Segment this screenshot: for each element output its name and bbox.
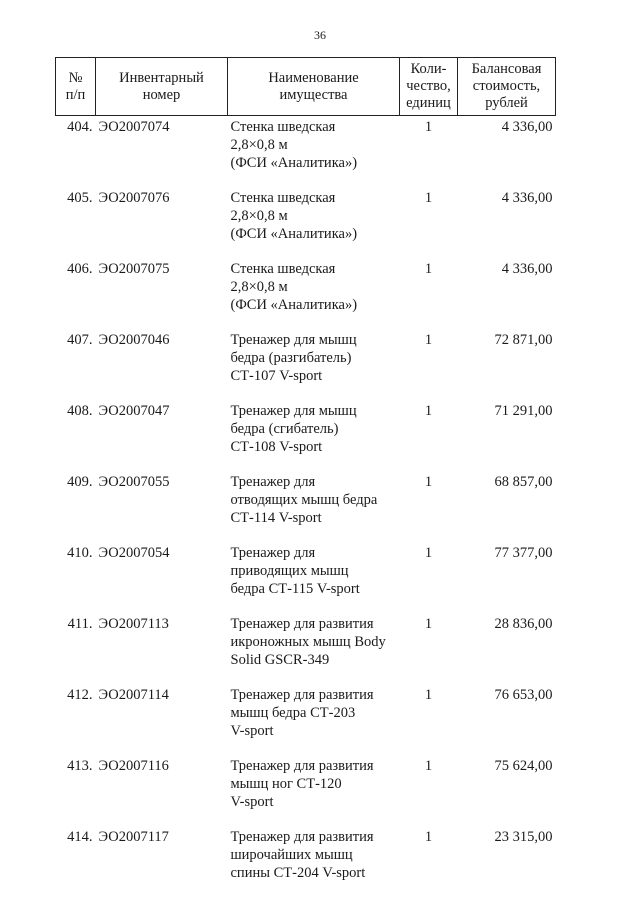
item-quantity: 1 [424,544,433,561]
row-number: 411. [67,615,93,632]
item-quantity: 1 [424,757,433,774]
item-name-line: V-sport [230,793,274,810]
item-name [228,329,400,400]
inventory-table [55,57,556,897]
item-name-line: спины СТ-204 V-sport [230,864,366,881]
table-row [56,116,556,187]
row-number: 412. [67,686,93,703]
item-name-line: Стенка шведская [230,189,336,206]
item-name-line: (ФСИ «Аналитика») [230,155,358,171]
header-quantity [400,58,458,116]
item-name-line: Тренажер для развития [230,615,374,632]
header-inventory [96,58,228,116]
item-name-line: мышц бедра СТ-203 [230,704,356,721]
inventory-number: ЭО2007076 [98,189,170,206]
inventory-number: ЭО2007055 [98,473,170,490]
table-row [56,471,556,542]
item-name-line: Тренажер для [230,544,316,561]
table-row [56,755,556,826]
table-row [56,684,556,755]
row-number: 409. [67,473,93,490]
header-row [56,58,556,116]
item-name-line: 2,8×0,8 м [230,207,288,224]
item-name-line: Тренажер для развития [230,686,374,703]
item-name-line: (ФСИ «Аналитика») [230,225,358,242]
item-name [228,684,400,755]
item-name-line: СТ-108 V-sport [230,438,323,455]
item-name-line: отводящих мышц бедра [230,491,378,508]
header-quantity-line: Коли- [410,61,447,77]
inventory-number: ЭО2007054 [98,544,170,561]
item-name [228,258,400,329]
row-number: 414. [67,828,93,845]
item-quantity: 1 [424,615,433,632]
item-name-line: 2,8×0,8 м [230,278,288,295]
item-name-line: V-sport [230,722,274,739]
item-name-line: Тренажер для мышц [230,402,357,419]
row-number: 406. [67,260,93,277]
item-name-line: приводящих мышц [230,562,349,579]
table-body [56,116,556,897]
item-name-line: икроножных мышц Body [230,633,386,650]
item-cost: 4 336,00 [501,260,553,277]
item-cost: 23 315,00 [494,828,553,845]
row-number: 407. [67,331,93,348]
item-quantity: 1 [424,331,433,348]
item-name-line: широчайших мышц [230,846,353,863]
item-quantity: 1 [424,828,433,845]
header-cost-line: Балансовая [471,61,542,77]
item-cost: 68 857,00 [494,473,553,490]
item-cost: 75 624,00 [494,757,553,774]
inventory-number: ЭО2007113 [98,615,169,632]
table-row [56,826,556,897]
item-quantity: 1 [424,189,433,206]
item-name-line: СТ-107 V-sport [230,367,323,384]
item-name-line: Тренажер для развития [230,757,374,774]
header-name-line: Наименование [268,69,359,86]
item-name [228,613,400,684]
header-num [56,58,96,116]
table-row [56,258,556,329]
header-cost [458,58,556,116]
item-name [228,826,400,897]
item-name-line: бедра (разгибатель) [230,349,352,366]
row-number: 405. [67,189,93,206]
item-name-line: Тренажер для мышц [230,331,357,348]
item-cost: 4 336,00 [501,189,553,206]
header-inventory-line: номер [142,86,181,103]
item-quantity: 1 [424,402,433,419]
item-name-line: бедра (сгибатель) [230,420,339,437]
item-name [228,187,400,258]
item-name [228,542,400,613]
inventory-number: ЭО2007114 [98,686,169,703]
item-quantity: 1 [424,473,433,490]
inventory-number: ЭО2007047 [98,402,170,419]
table-row [56,400,556,471]
inventory-number: ЭО2007116 [98,757,169,774]
item-name-line: СТ-114 V-sport [230,509,322,526]
page-number: 36 [314,28,326,42]
table-header [56,58,556,116]
item-name-line: (ФСИ «Аналитика») [230,296,358,313]
row-number: 410. [67,544,93,561]
item-name [228,471,400,542]
item-cost: 4 336,00 [501,119,553,135]
item-cost: 28 836,00 [494,615,553,632]
table-row [56,613,556,684]
item-cost: 77 377,00 [494,544,553,561]
header-name-line: имущества [279,86,348,103]
table-row [56,329,556,400]
item-name [228,116,400,187]
item-name-line: Тренажер для [230,473,316,490]
header-quantity-line: единиц [406,95,451,111]
table-row [56,187,556,258]
row-number: 404. [67,119,93,135]
item-cost: 72 871,00 [494,331,553,348]
header-num-line: п/п [65,86,86,103]
item-name-line: Стенка шведская [230,260,336,277]
header-num-line: № [68,69,83,86]
item-cost: 76 653,00 [494,686,553,703]
inventory-number: ЭО2007074 [98,119,170,135]
item-name-line: мышц ног СТ-120 [230,775,342,792]
header-name [228,58,400,116]
table-row [56,542,556,613]
row-number: 413. [67,757,93,774]
item-name-line: Стенка шведская [230,119,336,135]
item-quantity: 1 [424,260,433,277]
header-inventory-line: Инвентарный [119,69,204,86]
inventory-number: ЭО2007046 [98,331,170,348]
item-cost: 71 291,00 [494,402,553,419]
item-name-line: Тренажер для развития [230,828,374,845]
item-quantity: 1 [424,119,433,135]
inventory-number: ЭО2007117 [98,828,169,845]
item-name [228,400,400,471]
header-quantity-line: чество, [406,78,451,94]
item-name-line: 2,8×0,8 м [230,137,288,153]
item-quantity: 1 [424,686,433,703]
inventory-number: ЭО2007075 [98,260,170,277]
item-name-line: бедра СТ-115 V-sport [230,580,360,597]
header-cost-line: стоимость, [472,78,541,94]
header-cost-line: рублей [485,95,528,111]
item-name-line: Solid GSCR-349 [230,651,330,668]
row-number: 408. [67,402,93,419]
item-name [228,755,400,826]
